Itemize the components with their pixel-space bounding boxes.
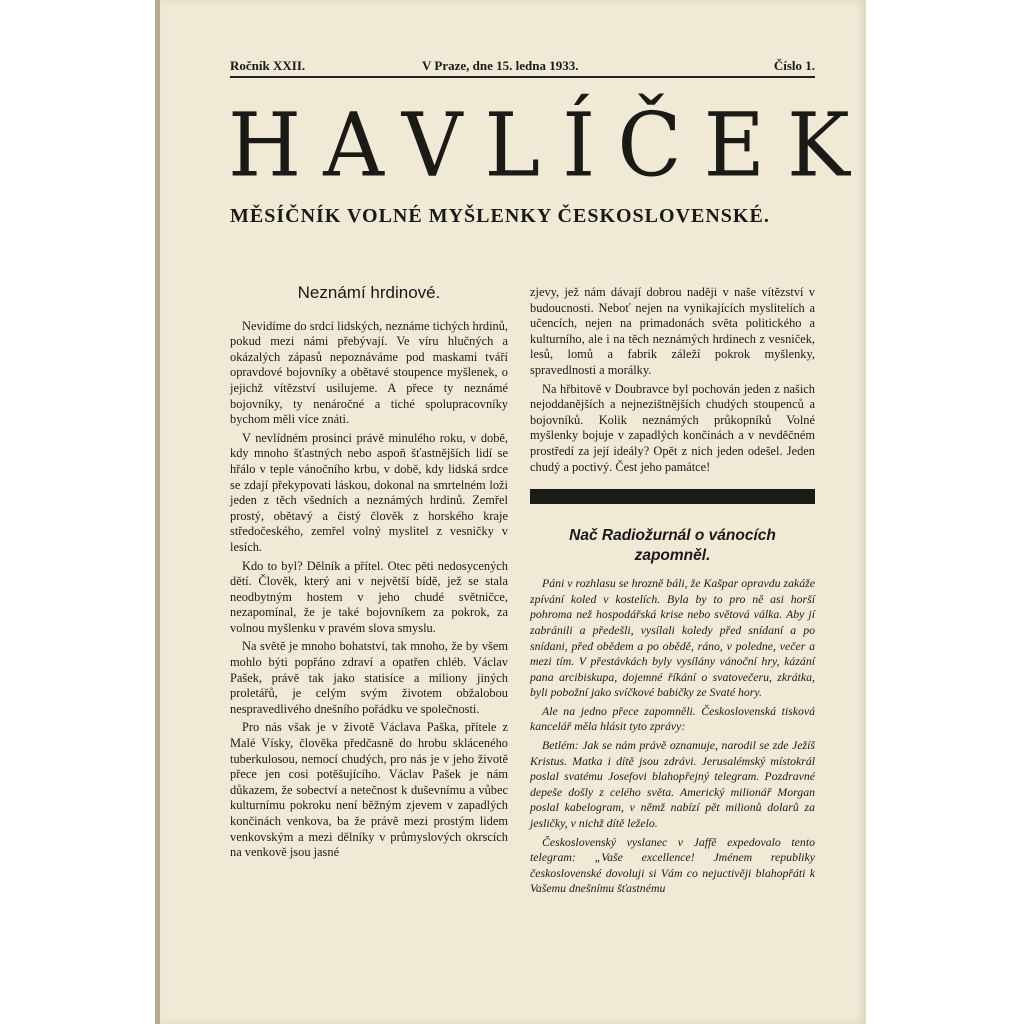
newspaper-page bbox=[160, 0, 872, 1024]
article-paragraph: V nevlídném prosinci právě minulého roku, v době, kdy mnoho šťastných nebo aspoň šťastnějších lidí se hřálo v teple vánočního krbu, v době, kdy lidská srdce se zdají překypovati láskou, dokonal na smrtelném loži jeden z těch všedních a neznámých hrdinů. Zemřel prostý, obětavý a čistý člověk z horského kraje středočeského, zemřel volný myslitel z vesničky v lesích. bbox=[230, 430, 508, 554]
issue-number: Číslo 1. bbox=[773, 58, 815, 73]
article-paragraph: Na světě je mnoho bohatství, tak mnoho, že by všem mohlo býti popřáno zdraví a opatřen chléb. Václav Pašek, právě tak jako statisíce a miliony jiných proletářů, je celým svým životem obžalobou nespravedlivého dnešního pořádku ve společnosti. bbox=[230, 639, 508, 716]
right-column bbox=[530, 285, 815, 900]
newspaper-subtitle: MĚSÍČNÍK VOLNÉ MYŠLENKY ČESKOSLOVENSKÉ. bbox=[230, 205, 770, 227]
article-title: Neznámí hrdinové. bbox=[297, 283, 441, 302]
article-paragraph: Na hřbitově v Doubravce byl pochován jeden z našich nejoddanějších a nejnezištnějších chudých stoupenců a bojovníků. Kolik neznámých průkopníků Volné myšlenky bojuje v zapadlých končinách a v nevděčném prostředí za její ideály? Opět z nich jeden odešel. Jeden chudý a poctivý. Čest jeho památce! bbox=[530, 381, 815, 474]
dateline: V Praze, dne 15. ledna 1933. bbox=[422, 58, 579, 73]
volume-label: Ročník XXII. bbox=[230, 58, 306, 73]
article-title: Nač Radiožurnál o vánocích zapomněl. bbox=[569, 527, 776, 565]
article-paragraph: Betlém: Jak se nám právě oznamuje, narodil se zde Ježíš Kristus. Matka i dítě jsou zdrávi. Jerusalémský místokrál poslal svatému Josefovi blahopřejný telegram. Pozdravné depeše došly z celého světa. Americký milionář Morgan poslal kabelogram, v němž nabízí pět milionů dolarů za jesličky, v nichž dítě leželo. bbox=[530, 738, 815, 831]
newspaper-title: HAVLÍČEK bbox=[228, 93, 872, 197]
article-paragraph: Pro nás však je v životě Václava Paška, přítele z Malé Vísky, člověka předčasně do hrobu skláceného tuberkulosou, nemocí chudých, pro nás je v jeho životě přece jen cosi potěšujícího. Václav Pašek je nám důkazem, že sobectví a netečnost k duševnímu a vůbec kulturnímu pokroku není běžným zjevem v zapadlých končinách venkova, ba že právě mezi prostým lidem venkovským a mezi dělníky v průmyslových okrscích na venkově jsou jasné bbox=[230, 720, 508, 860]
masthead-rule bbox=[230, 76, 815, 78]
section-divider-bar bbox=[530, 489, 815, 504]
article-paragraph: Kdo to byl? Dělník a přítel. Otec pěti nedosycených dětí. Člověk, který ani v největší bídě, jež se stala neodbytným hostem v jeho chudé světničce, nezapomínal, že je také bojovníkem za pokrok, za volnou myšlenku v pravém slova smyslu. bbox=[230, 558, 508, 635]
article-paragraph: Ale na jedno přece zapomněli. Československá tisková kancelář měla hlásit tyto zprávy: bbox=[530, 703, 815, 734]
article-body bbox=[530, 576, 815, 897]
article-paragraph: zjevy, jež nám dávají dobrou naději v naše vítězství v budoucnosti. Neboť nejen na vynikajících myslitelích a učencích, nejen na primadonách světa politického a kulturního, ale i na těch neznámých hrdinech z vesniček, lesů, lomů a fabrik záleží pokrok myšlenky, spravedlnosti a morálky. bbox=[530, 285, 815, 377]
article-paragraph: Československý vyslanec v Jaffě expedovalo tento telegram: „Vaše excellence! Jménem republiky československé dovoluji si Vám co nejuctivěji blahopřáti k Vašemu dnešnímu šťastnému bbox=[530, 834, 815, 896]
left-column bbox=[230, 285, 508, 864]
masthead-line bbox=[230, 58, 815, 78]
article-paragraph: Nevidíme do srdcí lidských, neznáme tichých hrdinů, pokud mezi námi přebývají. Ve víru hlučných a okázalých zápasů nepoznáváme pod maskami tváří opravdové bojovníky a obětavé stoupence myšlenek, o jejichž vítězství usilujeme. A přece ty neznámé bojovníky, ty nenáročné a tiché spolupracovníky bychom měli více znáti. bbox=[230, 318, 508, 427]
article-paragraph: Páni v rozhlasu se hrozně báli, že Kašpar opravdu zakáže zpívání koled v kostelích. Byla by to pro ně asi horší pohroma než hospodářská krise nebo světová válka. Aby jí zabránili a předešli, vysílali koledy před snídaní a po snídani, před obědem a po obědě, ráno, v poledne, večer a mezi tím. V přestávkách byly vysílány vánoční hry, kázání pana arcibiskupa, dojemné říkání o svatovečeru, zkrátka, byli pobožní jako svíčkové babičky ze Svaté hory. bbox=[530, 576, 815, 700]
